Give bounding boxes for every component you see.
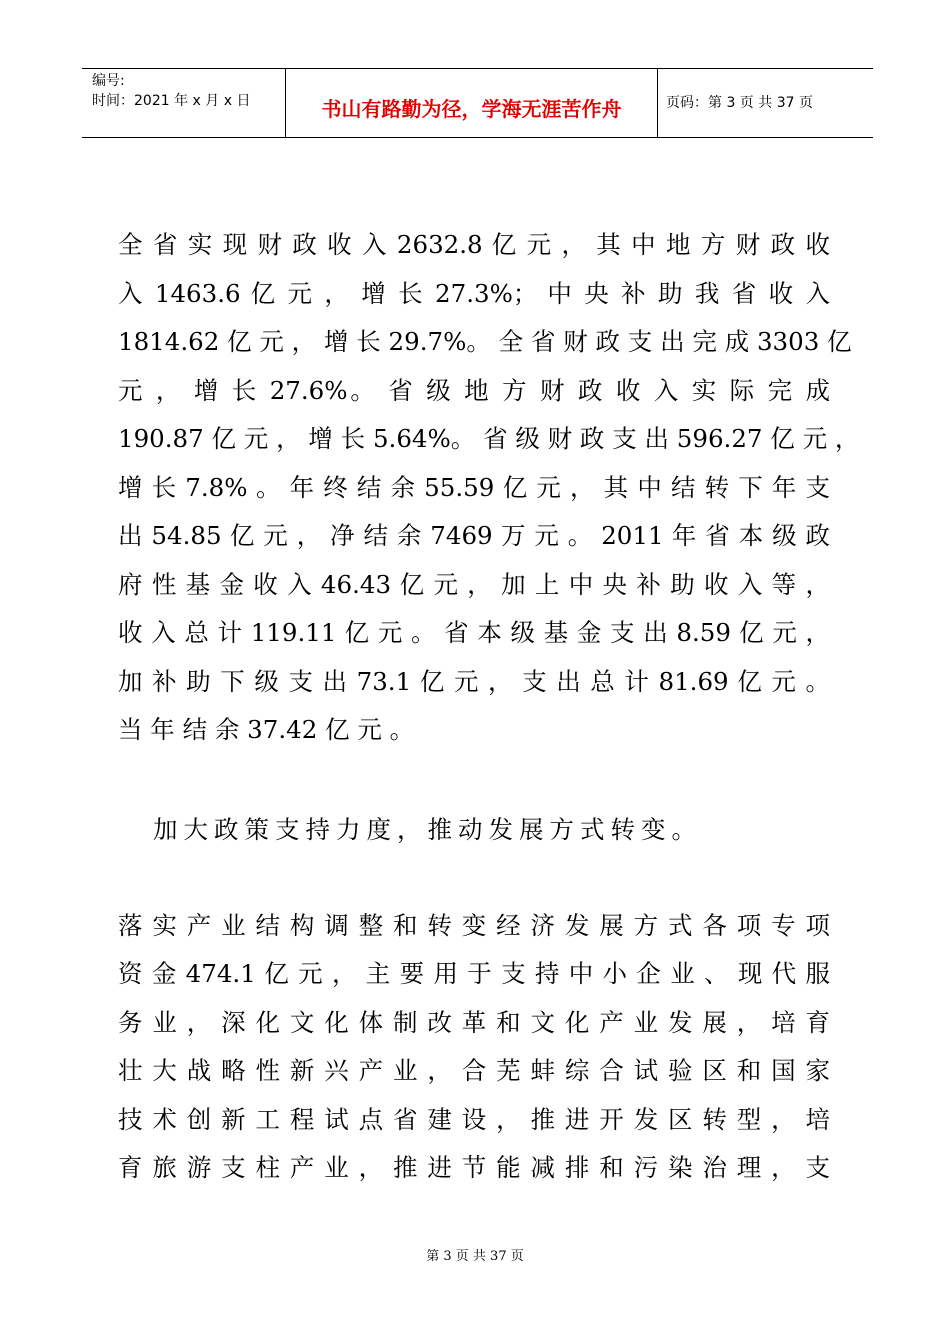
text-line: 190.87 亿 元 ， 增 长 5.64%。 省 级 财 政 支 出 596.27 亿 元 ， <box>118 424 860 453</box>
document-time-label: 时间：2021 年 x 月 x 日 <box>92 93 251 109</box>
header-page-label: 页码：第 3 页 共 37 页 <box>666 95 813 111</box>
text-line: 育 旅 游 支 柱 产 业 ， 推 进 节 能 减 排 和 污 染 治 理 ， 支 <box>118 1153 830 1182</box>
text-line: 资 金 474.1 亿 元 ， 主 要 用 于 支 持 中 小 企 业 、 现 代 服 <box>118 959 830 988</box>
text-line: 增 长 7.8% 。 年 终 结 余 55.59 亿 元 ， 其 中 结 转 下 年 支 <box>118 473 830 502</box>
text-line: 加 补 助 下 级 支 出 73.1 亿 元 ， 支 出 总 计 81.69 亿 元 。 <box>118 667 830 696</box>
text-line: 府 性 基 金 收 入 46.43 亿 元 ， 加 上 中 央 补 助 收 入 等 ， <box>118 570 830 599</box>
text-line: 技 术 创 新 工 程 试 点 省 建 设 ， 推 进 开 发 区 转 型 ， 培 <box>118 1105 830 1134</box>
text-line: 出 54.85 亿 元 ， 净 结 余 7469 万 元 。 2011 年 省 本 级 政 <box>118 521 830 550</box>
text-line: 务 业 ， 深 化 文 化 体 制 改 革 和 文 化 产 业 发 展 ， 培 育 <box>118 1008 830 1037</box>
text-line: 全 省 实 现 财 政 收 入 2632.8 亿 元 ， 其 中 地 方 财 政 收 <box>118 230 830 259</box>
page-footer: 第 3 页 共 37 页 <box>426 1249 524 1264</box>
text-line: 入 1463.6 亿 元 ， 增 长 27.3%； 中 央 补 助 我 省 收 入 <box>118 279 830 308</box>
header-page-cell <box>658 69 873 137</box>
text-line: 壮 大 战 略 性 新 兴 产 业 ， 合 芜 蚌 综 合 试 验 区 和 国 家 <box>118 1056 830 1085</box>
text-line: 当 年 结 余 37.42 亿 元 。 <box>118 715 415 744</box>
text-line: 收 入 总 计 119.11 亿 元 。 省 本 级 基 金 支 出 8.59 亿 元 ， <box>118 618 830 647</box>
page-header <box>82 68 873 138</box>
text-line: 落 实 产 业 结 构 调 整 和 转 变 经 济 发 展 方 式 各 项 专 项 <box>118 911 830 940</box>
text-line: 1814.62 亿 元 ， 增 长 29.7%。 全 省 财 政 支 出 完 成 3303 亿 <box>118 327 852 356</box>
text-line: 元 ， 增 长 27.6%。 省 级 地 方 财 政 收 入 实 际 完 成 <box>118 376 830 405</box>
header-motto: 书山有路勤为径，学海无涯苦作舟 <box>321 97 622 121</box>
header-motto-cell <box>285 69 658 137</box>
document-number-label: 编号: <box>92 73 125 89</box>
section-heading: 加大政策支持力度，推动发展方式转变。 <box>153 815 702 844</box>
header-meta-cell <box>82 69 285 137</box>
